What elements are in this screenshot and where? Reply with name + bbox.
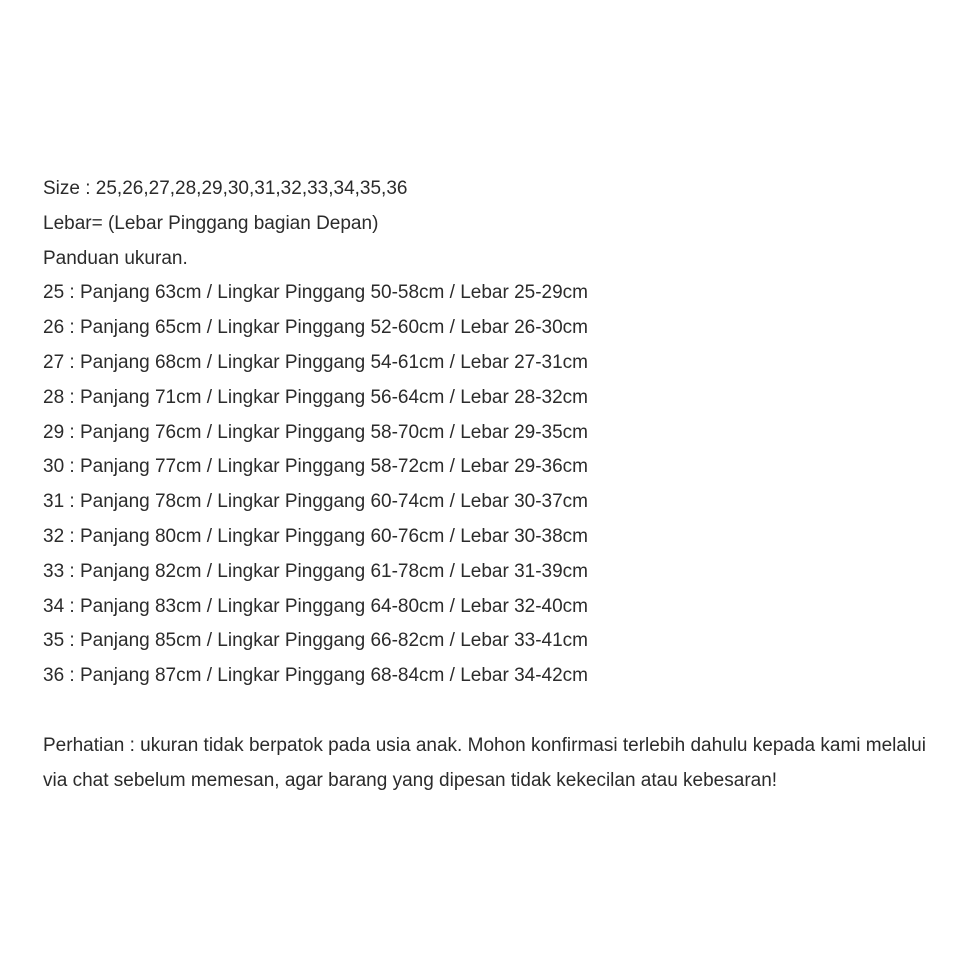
size-row-35: 35 : Panjang 85cm / Lingkar Pinggang 66-82cm / Lebar 33-41cm (43, 630, 588, 652)
size-row-29: 29 : Panjang 76cm / Lingkar Pinggang 58-70cm / Lebar 29-35cm (43, 421, 588, 443)
notice-paragraph: Perhatian : ukuran tidak berpatok pada usia anak. Mohon konfirmasi terlebih dahulu kepada kami melalui via chat sebelum memesan, agar barang yang dipesan tidak kekecilan atau kebesaran! (43, 734, 926, 791)
size-row-27: 27 : Panjang 68cm / Lingkar Pinggang 54-61cm / Lebar 27-31cm (43, 351, 588, 373)
size-row-25: 25 : Panjang 63cm / Lingkar Pinggang 50-58cm / Lebar 25-29cm (43, 282, 588, 304)
size-row-36: 36 : Panjang 87cm / Lingkar Pinggang 68-84cm / Lebar 34-42cm (43, 665, 588, 687)
lebar-definition-line: Lebar= (Lebar Pinggang bagian Depan) (43, 212, 379, 234)
size-guide (43, 172, 943, 798)
guide-title: Panduan ukuran. (43, 247, 188, 269)
size-row-34: 34 : Panjang 83cm / Lingkar Pinggang 64-80cm / Lebar 32-40cm (43, 595, 588, 617)
size-row-28: 28 : Panjang 71cm / Lingkar Pinggang 56-64cm / Lebar 28-32cm (43, 386, 588, 408)
size-row-32: 32 : Panjang 80cm / Lingkar Pinggang 60-76cm / Lebar 30-38cm (43, 525, 588, 547)
size-row-31: 31 : Panjang 78cm / Lingkar Pinggang 60-74cm / Lebar 30-37cm (43, 491, 588, 513)
size-row-30: 30 : Panjang 77cm / Lingkar Pinggang 58-72cm / Lebar 29-36cm (43, 456, 588, 478)
size-row-33: 33 : Panjang 82cm / Lingkar Pinggang 61-78cm / Lebar 31-39cm (43, 560, 588, 582)
size-list-line: Size : 25,26,27,28,29,30,31,32,33,34,35,36 (43, 178, 408, 199)
size-row-26: 26 : Panjang 65cm / Lingkar Pinggang 52-60cm / Lebar 26-30cm (43, 317, 588, 339)
